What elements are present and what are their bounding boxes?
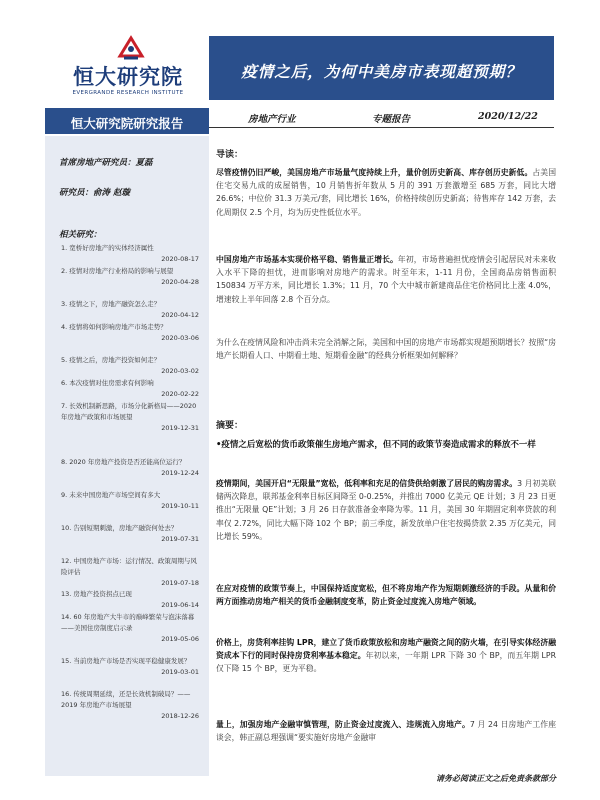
paragraph-body: 占美国住宅交易九成的成屋销售，10 月销售折年数从 5 月的 391 万套激增至 685 万套，同比大增 26.6%；中位价 31.3 万美元/套，同比增长 16%，价格持续创历史新高；待售库存 142 万套，去化周期仅 2.5 个月，均为历史性低位水平。 [216, 168, 557, 217]
paragraph-price [216, 636, 556, 676]
researchers: 研究员：俞涛 赵璇 [59, 188, 130, 198]
industry-label: 房地产行业 [248, 114, 296, 125]
paragraph-body: 3 月初美联储两次降息，联邦基金利率目标区间降至 0-0.25%，并推出 7000 亿美元 QE 计划；3 月 23 日更推出“无限量 QE”计划；3 月 26 日存款准备金率降为零。11 月，美国 30 年期固定利率贷款的利率仅 2.72%，同比大幅下降 102 个 BP；前三季度，新发放单户住宅按揭贷款 2.35 万亿美元，同比增长 59%。 [216, 479, 556, 541]
disclaimer-footer: 请务必阅读正文之后免责条款部分 [436, 773, 556, 783]
summary-bullet: •疫情之后宽松的货币政策催生房地产需求，但不同的政策节奏造成需求的释放不一样 [216, 440, 536, 450]
summary-heading: 摘要： [216, 421, 244, 431]
related-item[interactable]: 16. 传统周期延续，还是长效机制破局？——2019 年房地产市场展望 2018-12-26 [61, 690, 199, 720]
paragraph-body: 为什么在疫情风险和冲击尚未完全消解之际，美国和中国的房地产市场都实现超预期增长？按照“房地产长期看人口、中期看土地、短期看金融”的经典分析框架如何解释？ [216, 338, 556, 361]
logo-mark-icon [116, 34, 146, 60]
related-item[interactable]: 5. 疫情之后，房地产投资如何走？ 2020-03-02 [61, 356, 199, 375]
report-label: 恒大研究院研究报告 [70, 116, 184, 131]
header-divider [209, 127, 554, 128]
related-item[interactable]: 4. 疫情将如何影响房地产市场走势？ 2020-03-06 [61, 323, 199, 342]
related-item[interactable]: 9. 未来中国房地产市场空间有多大 2019-10-11 [61, 491, 199, 510]
paragraph-lead: 中国房地产市场基本实现价格平稳、销售量正增长。 [216, 255, 398, 264]
report-type-label: 专题报告 [372, 114, 411, 125]
related-item[interactable]: 3. 疫情之下，房地产融资怎么走？ 2020-04-12 [61, 300, 199, 319]
paragraph-china-market [216, 253, 556, 306]
related-item[interactable]: 13. 房地产投资拐点已现 2019-06-14 [61, 590, 199, 609]
paragraph-volume [216, 718, 556, 744]
report-title: 疫情之后，为何中美房市表现超预期？ [241, 62, 522, 81]
paragraph-question [216, 336, 556, 362]
related-item[interactable]: 12. 中国房地产市场：运行情况、政策周期与风险评估 2019-07-18 [61, 557, 199, 587]
sidebar [45, 136, 209, 776]
logo [72, 34, 184, 106]
paragraph-body: 年初，市场普遍担忧疫情会引起居民对未来收入水平下降的担忧，进而影响对房地产的需求。时至年末，1-11 月份，全国商品房销售面积 150834 万平方米，同比增长 1.3%；11 月，70 个大中城市新建商品住宅价格同比上涨 4.0%，增速较上半年回落 2.8 个百分点。 [216, 255, 556, 304]
paragraph-body: 年初以来，一年期 LPR 下降 30 个 BP，而五年期 LPR 仅下降 15 个 BP，更为平稳。 [216, 651, 556, 674]
paragraph-lead: 疫情期间，美国开启“无限量”宽松，低利率和充足的信贷供给刺激了居民的购房需求。 [216, 479, 518, 488]
chief-researcher: 首席房地产研究员：夏磊 [59, 158, 153, 168]
related-item[interactable]: 1. 宽桥好房地产的实体经济属性 2020-08-17 [61, 244, 199, 263]
related-item[interactable]: 14. 60 年房地产大牛市的巅峰繁荣与泡沫落幕——美国住房制度启示录 2019-05-06 [61, 613, 199, 643]
paragraph-body: 7 月 24 日房地产工作座谈会，韩正副总理强调“要实施好房地产金融审 [216, 720, 556, 743]
report-date: 2020/12/22 [478, 111, 538, 122]
related-item[interactable]: 15. 当前房地产市场是否实现平稳健康发展？ 2019-03-01 [61, 657, 199, 676]
paragraph-china-policy [216, 582, 556, 608]
logo-chinese-name: 恒大研究院 [73, 64, 183, 89]
paragraph-us-policy [216, 477, 556, 543]
paragraph-us-market [216, 166, 556, 219]
related-item[interactable]: 6. 本次疫情对住房需求有何影响 2020-02-22 [61, 379, 199, 398]
paragraph-lead: 尽管疫情仍旧严峻，美国房地产市场量气度持续上升，量价创历史新高、库存创历史新低。 [216, 168, 533, 177]
related-item[interactable]: 8. 2020 年房地产投资是否还能高位运行？ 2019-12-24 [61, 458, 199, 477]
paragraph-lead: 在应对疫情的政策节奏上，中国保持适度宽松，但不将房地产作为短期刺激经济的手段。从量和价两方面推动房地产相关的货币金融制度变革，防止资金过度流入房地产领域。 [216, 584, 556, 607]
paragraph-lead: 价格上，房贷利率挂钩 LPR，建立了货币政策放松和房地产融资之间的防火墙，在引导实体经济融资成本下行的同时保持房贷利率基本稳定。 [216, 638, 556, 661]
title-banner [209, 36, 554, 100]
report-label-band [45, 108, 209, 134]
paragraph-lead: 量上，加强房地产金融审慎管理，防止资金过度流入、违规流入房地产。 [216, 720, 470, 729]
logo-english-name: EVERGRANDE RESEARCH INSTITUTE [72, 90, 184, 96]
related-heading: 相关研究： [59, 230, 102, 240]
related-item[interactable]: 2. 疫情对房地产行业格局的影响与展望 2020-04-28 [61, 267, 199, 286]
related-item[interactable]: 10. 告别短期刺激，房地产融资何处去？ 2019-07-31 [61, 524, 199, 543]
intro-heading: 导读： [216, 150, 244, 160]
related-item[interactable]: 7. 长效机制新思路，市场分化新格局——2020 年房地产政策和市场展望 2019-12-31 [61, 402, 199, 432]
